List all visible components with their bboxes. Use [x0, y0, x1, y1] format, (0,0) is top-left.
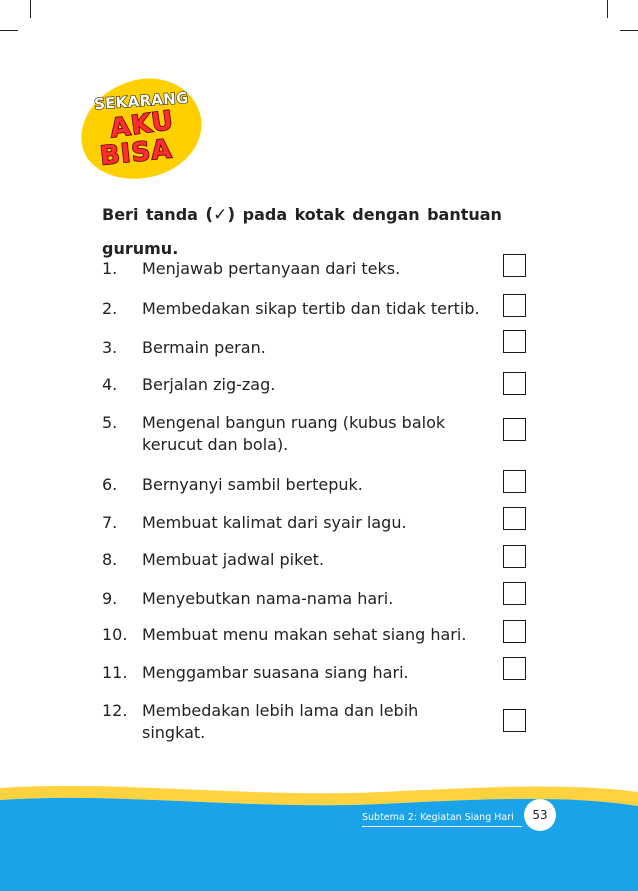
instruction-line-1 — [102, 198, 502, 232]
item-text: Bernyanyi sambil bertepuk. — [142, 475, 363, 494]
checkbox[interactable] — [503, 418, 526, 441]
item-text: Membuat jadwal piket. — [142, 550, 325, 569]
item-number: 12. — [102, 701, 128, 720]
item-number: 7. — [102, 513, 118, 532]
instruction-line-2: gurumu. — [102, 239, 179, 258]
checkbox[interactable] — [503, 294, 526, 317]
item-text: Membuat kalimat dari syair lagu. — [142, 513, 407, 532]
checkbox[interactable] — [503, 545, 526, 568]
badge-line-2: AKU — [108, 105, 176, 145]
crop-mark-top-right-h — [620, 30, 638, 31]
checkbox[interactable] — [503, 330, 526, 353]
item-text: Menyebutkan nama-nama hari. — [142, 589, 394, 608]
instruction-word: Beri — [102, 205, 139, 224]
item-number: 3. — [102, 338, 118, 357]
check-mark-word: (✓) — [205, 205, 236, 225]
checkbox[interactable] — [503, 470, 526, 493]
item-number: 11. — [102, 663, 128, 682]
crop-mark-top-right-v — [607, 0, 608, 18]
instruction-word: dengan — [352, 205, 420, 224]
item-text: Bermain peran. — [142, 338, 266, 357]
item-number: 8. — [102, 550, 118, 569]
crop-mark-top-left-v — [30, 0, 31, 18]
instruction-word: bantuan — [427, 205, 502, 224]
item-number: 4. — [102, 375, 118, 394]
checkbox[interactable] — [503, 372, 526, 395]
page-number: 53 — [524, 799, 556, 831]
item-number: 9. — [102, 589, 118, 608]
item-text: Menjawab pertanyaan dari teks. — [142, 259, 401, 278]
item-text: Berjalan zig-zag. — [142, 375, 276, 394]
sekarang-aku-bisa-badge — [78, 76, 204, 180]
subtema-label: Subtema 2: Kegiatan Siang Hari — [362, 812, 522, 827]
item-text: Mengenal bangun ruang (kubus balok kerucut dan bola). — [142, 413, 446, 454]
item-number: 10. — [102, 625, 128, 644]
item-text: Membedakan lebih lama dan lebih singkat. — [142, 701, 419, 742]
instruction-word: kotak — [294, 205, 345, 224]
item-text: Menggambar suasana siang hari. — [142, 663, 409, 682]
instruction-text — [102, 198, 502, 266]
checkbox[interactable] — [503, 657, 526, 680]
item-number: 1. — [102, 259, 118, 278]
item-text: Membuat menu makan sehat siang hari. — [142, 625, 467, 644]
crop-mark-top-left-h — [0, 30, 18, 31]
checkbox[interactable] — [503, 582, 526, 605]
checkbox[interactable] — [503, 709, 526, 732]
checkbox[interactable] — [503, 507, 526, 530]
item-text: Membedakan sikap tertib dan tidak tertib. — [142, 299, 480, 318]
item-number: 5. — [102, 413, 118, 432]
checkbox[interactable] — [503, 620, 526, 643]
item-number: 2. — [102, 299, 118, 318]
badge-line-3: BISA — [98, 134, 174, 172]
badge-line-1: SEKARANG — [93, 88, 190, 114]
checkbox[interactable] — [503, 254, 526, 277]
instruction-word: tanda — [145, 205, 198, 224]
footer-wave — [0, 780, 638, 891]
instruction-word: pada — [242, 205, 288, 224]
item-number: 6. — [102, 475, 118, 494]
